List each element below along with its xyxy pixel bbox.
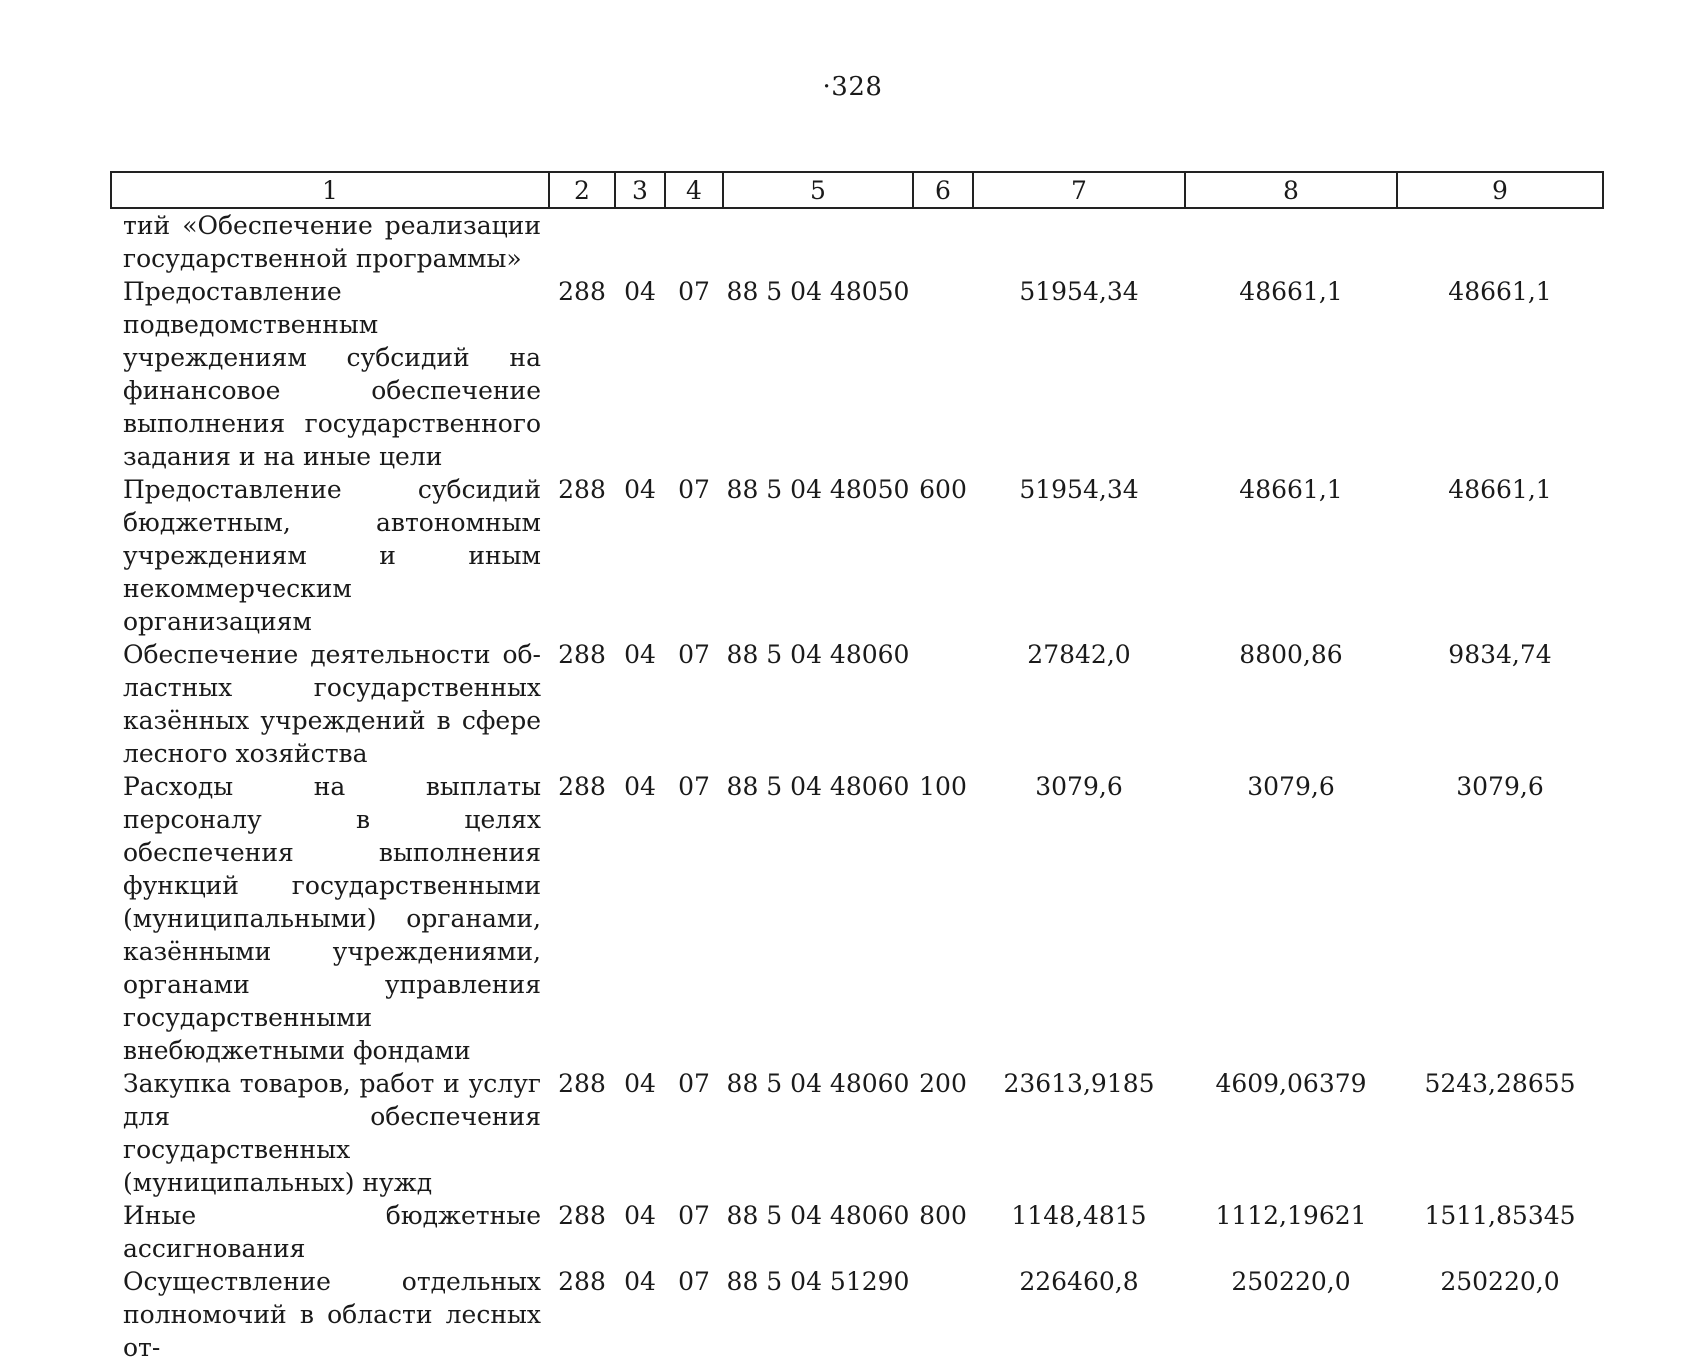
column-header-7: 7	[973, 172, 1185, 208]
cell-vr: 100	[919, 772, 967, 801]
cell-pr: 07	[678, 1201, 710, 1230]
cell-value-7: 226460,8	[1019, 1267, 1139, 1296]
cell-value-7: 51954,34	[1019, 475, 1139, 504]
cell-value-8: 48661,1	[1239, 277, 1343, 306]
cell-value-9: 250220,0	[1440, 1267, 1560, 1296]
table-row	[111, 1199, 1603, 1265]
cell-csr: 88 5 04 51290	[726, 1267, 910, 1296]
cell-value-7: 51954,34	[1019, 277, 1139, 306]
cell-gr: 288	[558, 772, 606, 801]
table-header	[111, 172, 1603, 208]
table-row	[111, 208, 1603, 275]
cell-value-8: 8800,86	[1239, 640, 1343, 669]
page-number: ·328	[822, 72, 883, 102]
cell-csr: 88 5 04 48050	[726, 475, 910, 504]
column-header-1: 1	[111, 172, 549, 208]
cell-gr: 288	[558, 1069, 606, 1098]
cell-value-9: 48661,1	[1448, 475, 1552, 504]
cell-gr: 288	[558, 475, 606, 504]
column-header-6: 6	[913, 172, 973, 208]
column-header-2: 2	[549, 172, 615, 208]
row-description: Закупка товаров, работ и услуг для обеспечения государственных (муниципальных) нужд	[123, 1069, 541, 1197]
row-description: Предоставление субсидий бюджетным, автономным учреждениям и иным некоммерческим организациям	[123, 475, 541, 636]
cell-value-9: 1511,85345	[1424, 1201, 1576, 1230]
cell-vr	[913, 275, 973, 473]
cell-rz: 04	[624, 640, 656, 669]
cell-pr: 07	[678, 1267, 710, 1296]
cell-csr	[723, 208, 913, 275]
cell-rz: 04	[624, 1267, 656, 1296]
cell-value-7: 27842,0	[1027, 640, 1131, 669]
cell-vr	[913, 208, 973, 275]
cell-csr: 88 5 04 48060	[726, 640, 910, 669]
row-description: Предоставление подведомственным учреждениям субсидий на финансовое обеспечение выполнения государственного задания и на иные цели	[123, 277, 541, 471]
cell-pr: 07	[678, 475, 710, 504]
cell-vr: 800	[919, 1201, 967, 1230]
cell-csr: 88 5 04 48060	[726, 1069, 910, 1098]
cell-value-8: 3079,6	[1247, 772, 1335, 801]
cell-pr: 07	[678, 1069, 710, 1098]
table-row	[111, 1067, 1603, 1199]
column-header-9: 9	[1397, 172, 1603, 208]
cell-value-7: 1148,4815	[1011, 1201, 1147, 1230]
cell-rz: 04	[624, 1069, 656, 1098]
column-header-5: 5	[723, 172, 913, 208]
cell-value-8: 1112,19621	[1215, 1201, 1367, 1230]
row-description: Осуществление отдельных полномочий в области лесных от-	[123, 1267, 541, 1362]
cell-value-8: 4609,06379	[1215, 1069, 1367, 1098]
cell-value-9: 9834,74	[1448, 640, 1552, 669]
row-description: тий «Обеспечение реализации государственной программы»	[123, 211, 541, 273]
cell-gr	[549, 208, 615, 275]
cell-gr: 288	[558, 1267, 606, 1296]
cell-gr: 288	[558, 1201, 606, 1230]
cell-value-8: 250220,0	[1231, 1267, 1351, 1296]
table-body	[111, 208, 1603, 1364]
table-row	[111, 638, 1603, 770]
cell-rz: 04	[624, 277, 656, 306]
cell-csr: 88 5 04 48060	[726, 1201, 910, 1230]
table-row	[111, 770, 1603, 1067]
cell-pr: 07	[678, 640, 710, 669]
cell-value-9	[1397, 208, 1603, 275]
cell-value-9: 3079,6	[1456, 772, 1544, 801]
cell-gr: 288	[558, 640, 606, 669]
column-header-8: 8	[1185, 172, 1397, 208]
table-row	[111, 275, 1603, 473]
header-row	[111, 172, 1603, 208]
cell-value-7	[973, 208, 1185, 275]
cell-value-8	[1185, 208, 1397, 275]
cell-csr: 88 5 04 48050	[726, 277, 910, 306]
cell-csr: 88 5 04 48060	[726, 772, 910, 801]
row-description: Обеспечение деятельности областных государственных казённых учреждений в сфере лесного хозяйства	[123, 640, 541, 768]
cell-pr: 07	[678, 772, 710, 801]
budget-table	[110, 171, 1604, 1364]
cell-rz	[615, 208, 665, 275]
cell-value-9: 5243,28655	[1424, 1069, 1576, 1098]
cell-pr: 07	[678, 277, 710, 306]
column-header-3: 3	[615, 172, 665, 208]
cell-rz: 04	[624, 772, 656, 801]
cell-rz: 04	[624, 1201, 656, 1230]
column-header-4: 4	[665, 172, 723, 208]
cell-rz: 04	[624, 475, 656, 504]
cell-gr: 288	[558, 277, 606, 306]
row-description: Иные бюджетные ассигнования	[123, 1201, 541, 1263]
cell-vr	[913, 638, 973, 770]
cell-vr	[913, 1265, 973, 1364]
cell-pr	[665, 208, 723, 275]
cell-value-7: 3079,6	[1035, 772, 1123, 801]
cell-value-9: 48661,1	[1448, 277, 1552, 306]
cell-vr: 600	[919, 475, 967, 504]
cell-value-7: 23613,9185	[1003, 1069, 1155, 1098]
row-description: Расходы на выплаты персоналу в целях обеспечения выполнения функций государственными (муниципальными) органами, казёнными учреждениями, органами управления государственными внебюджетными фондами	[123, 772, 541, 1065]
cell-vr: 200	[919, 1069, 967, 1098]
table-row	[111, 473, 1603, 638]
table-row	[111, 1265, 1603, 1364]
cell-value-8: 48661,1	[1239, 475, 1343, 504]
